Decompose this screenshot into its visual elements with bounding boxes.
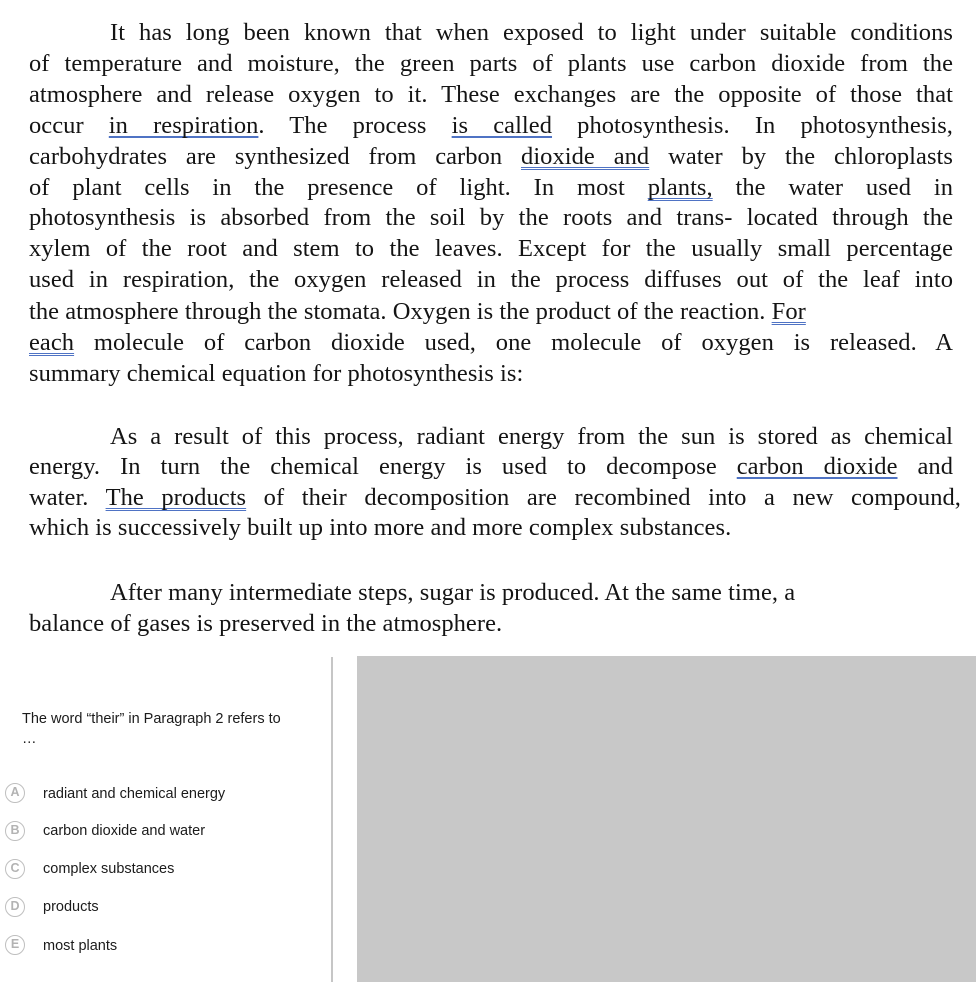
passage-line: photosynthesis is absorbed from the soil by the roots and trans- located through the: [29, 204, 953, 231]
text-run: and: [897, 453, 953, 480]
spellcheck-underline: carbon dioxide: [736, 453, 898, 480]
answer-choice-c[interactable]: [0, 859, 320, 885]
passage-line: [29, 296, 953, 327]
passage-line: As a result of this process, radiant energy from the sun is stored as chemical: [110, 423, 953, 450]
spellcheck-underline: The products: [105, 484, 247, 511]
text-run: energy. In turn the chemical energy is used to decompose: [29, 453, 737, 480]
passage-line: [29, 172, 953, 203]
spellcheck-underline: dioxide and: [521, 143, 650, 170]
passage-line: It has long been known that when exposed to light under suitable conditions: [110, 19, 953, 46]
spellcheck-underline: each: [29, 329, 75, 356]
answer-choice-d[interactable]: [0, 897, 320, 923]
text-run: the water used in: [712, 174, 953, 201]
choice-label: products: [43, 899, 99, 915]
letter-d-icon: D: [5, 897, 25, 917]
spellcheck-underline: in respiration: [108, 112, 259, 139]
text-run: water.: [29, 484, 106, 511]
passage-line: summary chemical equation for photosynthesis is:: [29, 360, 524, 387]
choice-label: carbon dioxide and water: [43, 823, 206, 839]
choice-label: radiant and chemical energy: [43, 786, 226, 802]
text-run: photosynthesis. In photosynthesis,: [552, 112, 953, 139]
text-run: the atmosphere through the stomata. Oxygen is the product of the reaction.: [29, 298, 772, 325]
passage-line: of temperature and moisture, the green parts of plants use carbon dioxide from the: [29, 50, 953, 77]
passage-line: [29, 482, 961, 513]
spellcheck-underline: plants,: [647, 174, 713, 201]
letter-c-icon: C: [5, 859, 25, 879]
passage-line: atmosphere and release oxygen to it. These exchanges are the opposite of those that: [29, 81, 953, 108]
passage-line: [29, 110, 953, 141]
text-run: water by the chloroplasts: [649, 143, 953, 170]
letter-e-icon: E: [5, 935, 25, 955]
answer-choice-e[interactable]: [0, 935, 320, 961]
passage-line: balance of gases is preserved in the atmosphere.: [29, 610, 503, 637]
letter-b-icon: B: [5, 821, 25, 841]
passage-line: [29, 327, 953, 358]
spellcheck-underline: For: [771, 298, 806, 325]
text-run: carbohydrates are synthesized from carbon: [29, 143, 522, 170]
text-run: of their decomposition are recombined into a new compound,: [246, 484, 961, 511]
choice-label: most plants: [43, 938, 118, 954]
passage-line: xylem of the root and stem to the leaves. Except for the usually small percentage: [29, 235, 953, 262]
text-run: of plant cells in the presence of light. In most: [29, 174, 648, 201]
answer-choice-b[interactable]: [0, 821, 320, 847]
passage-line: [29, 141, 953, 172]
text-run: occur: [29, 112, 109, 139]
spellcheck-underline: is called: [451, 112, 553, 139]
passage-line: used in respiration, the oxygen released in the process diffuses out of the leaf into: [29, 266, 953, 293]
answer-choice-a[interactable]: [0, 783, 320, 809]
passage-line: [29, 451, 953, 482]
panel-divider: [331, 657, 333, 982]
choice-label: complex substances: [43, 861, 175, 877]
side-panel: [357, 656, 976, 982]
text-run: molecule of carbon dioxide used, one molecule of oxygen is released. A: [74, 329, 953, 356]
letter-a-icon: A: [5, 783, 25, 803]
text-run: . The process: [258, 112, 452, 139]
question-prompt: The word “their” in Paragraph 2 refers to …: [22, 711, 281, 747]
passage-line: which is successively built up into more and more complex substances.: [29, 514, 732, 541]
passage-line: After many intermediate steps, sugar is produced. At the same time, a: [110, 579, 796, 606]
